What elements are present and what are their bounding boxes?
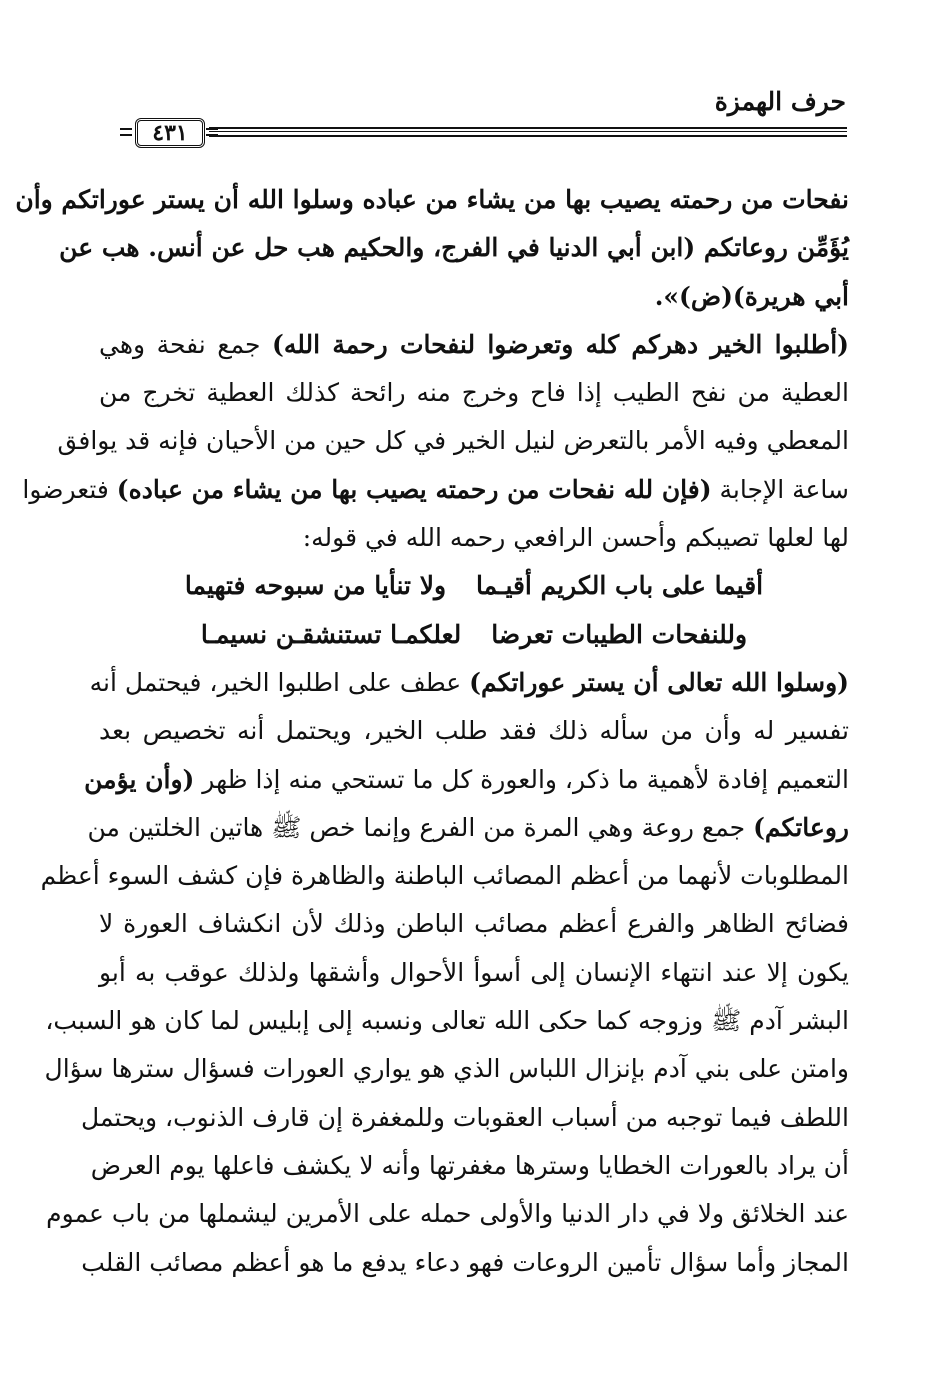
verse-hemistich: أقيما على باب الكريم أقيـما [476,571,764,601]
page-number: ٤٣١ [135,118,205,148]
text-line: يُؤَمِّن روعاتكم (ابن أبي الدنيا في الفرج، والحكيم هب حل عن أنس. هب عن [59,233,849,263]
header-rule [113,118,847,150]
commentary-text: التعميم إفادة لأهمية ما ذكر، والعورة كل ما تستحي منه إذا ظهر [194,764,849,794]
text-line: يكون إلا عند انتهاء الإنسان إلى أسوأ الأحوال وأشقها ولذلك عوقب به أبو [99,957,849,987]
commentary-text: عطف على اطلبوا الخير، فيحتمل أنه [89,667,470,697]
commentary-text: جمع نفحة وهي [99,329,272,359]
text-line: أن يراد بالعورات الخطايا وسترها مغفرتها وأنه لا يكشف فاعلها يوم العرض [90,1150,849,1180]
text-line [89,659,849,707]
text-line [99,321,849,369]
text-line: لها لعلها تصيبكم وأحسن الرافعي رحمه الله في قوله: [302,523,849,553]
text-line: نفحات من رحمته يصيب بها من يشاء من عباده وسلوا الله أن يستر عوراتكم وأن [15,185,849,214]
running-title: حرف الهمزة [714,87,846,116]
body-text [15,176,849,1287]
text-line: تفسير له وأن من سأله ذلك فقد طلب الخير، ويحتمل أنه تخصيص بعد [99,716,849,746]
text-line: وامتن على بني آدم بإنزال اللباس الذي هو يواري العورات فسؤال سترها سؤال [44,1054,849,1084]
text-line: عند الخلائق ولا في دار الدنيا والأولى حمله على الأمرين ليشملها من باب عموم [46,1199,849,1229]
text-line: فضائح الظاهر والفرع أعظم مصائب الباطن وذلك لأن انكشاف العورة لا [99,909,849,939]
hadith-quote: (فإن لله نفحات من رحمته يصيب بها من يشاء من عباده) [116,474,712,504]
poem-verse [99,611,849,659]
hadith-quote: (وسلوا الله تعالى أن يستر عوراتكم) [469,667,849,697]
verse-hemistich: وللنفحات الطيبات تعرضا [491,619,748,649]
header-rule-lines [209,127,847,137]
text-line: المعطي وفيه الأمر بالتعرض لنيل الخير في كل حين من الأحيان فإنه قد يوافق [57,426,849,456]
commentary-text: فتعرضوا [22,474,117,504]
text-line: أبي هريرة)(ض)». [654,281,849,311]
poem-verse [99,562,849,610]
text-line [84,756,849,804]
text-line: المطلوبات لأنهما من أعظم المصائب الباطنة والظاهرة فإن كشف السوء أعظم [40,861,849,891]
text-line: اللطف فيما توجبه من أسباب العقوبات وللمغفرة إن قارف الذنوب، ويحتمل [81,1102,849,1132]
text-line [87,804,849,852]
hadith-quote: (أطلبوا الخير دهركم كله وتعرضوا لنفحات رحمة الله) [271,329,849,359]
text-line: العطية من نفح الطيب إذا فاح وخرج منه رائحة كذلك العطية تخرج من [99,378,849,408]
text-line: المجاز وأما سؤال تأمين الروعات فهو دعاء يدفع ما هو أعظم مصائب القلب [81,1247,849,1277]
hadith-quote: روعاتكم) [753,812,849,842]
text-line: البشر آدم ﷺ وزوجه كما حكى الله تعالى ونسبه إلى إبليس لما كان هو السبب، [45,1006,849,1036]
verse-hemistich: لعلكمـا تستنشقـن نسيمـا [200,619,462,649]
verse-hemistich: ولا تنأيا من سبوحه فتهيما [184,571,447,601]
text-line [22,466,849,514]
hadith-quote: (وأن يؤمن [84,764,195,794]
commentary-text: جمع روعة وهي المرة من الفرع وإنما خص ﷺ هاتين الخلتين من [87,812,754,842]
commentary-text: ساعة الإجابة [711,474,849,504]
